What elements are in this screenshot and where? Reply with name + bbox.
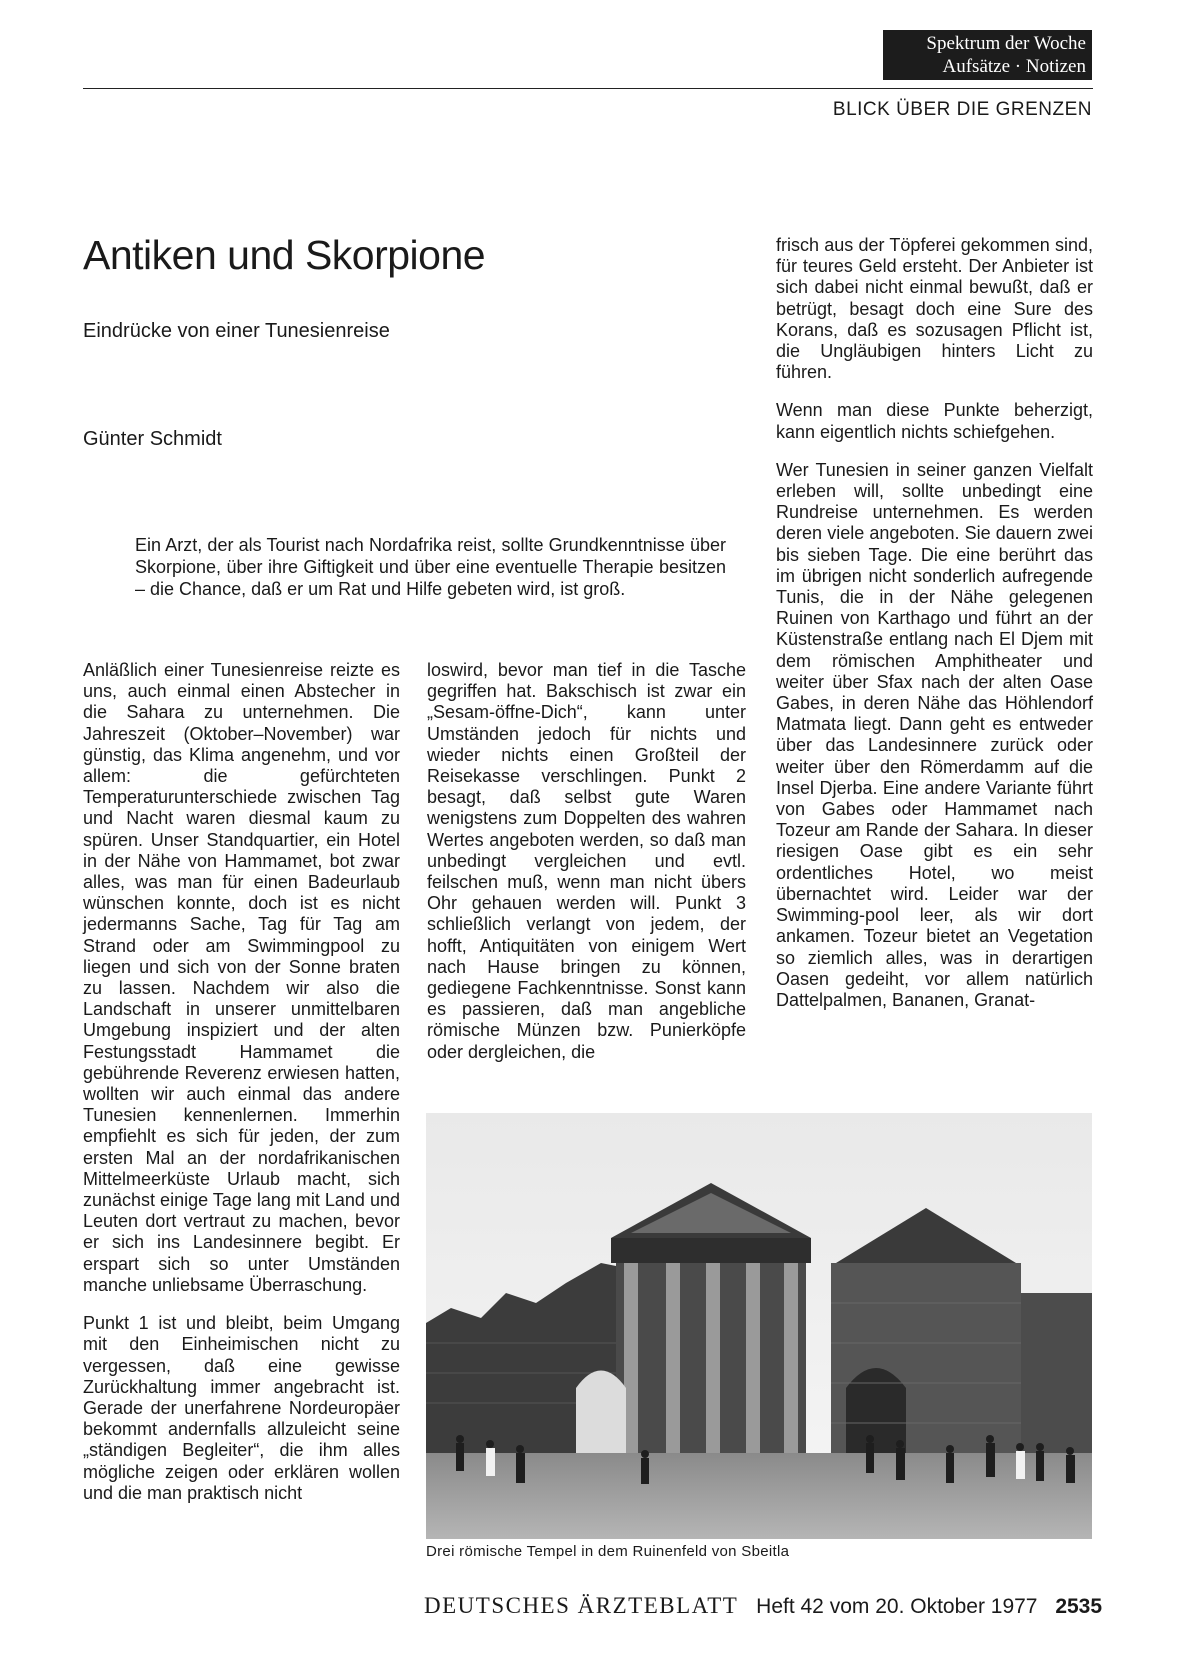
page-footer [424,1593,1102,1619]
page-number: 2535 [1055,1595,1103,1618]
paragraph: Wenn man diese Punkte beherzigt, kann eigentlich nichts schiefgehen. [776,400,1093,442]
paragraph: loswird, bevor man tief in die Tasche gegriffen hat. Bakschisch ist zwar ein „Sesam-öffne-Dich“, kann unter Umständen jedoch für nichts und wieder nichts einen Großteil der Reisekasse verschlingen. Punkt 2 besagt, daß selbst gute Waren wenigstens zum Doppelten des wahren Wertes angeboten werden, so daß man unbedingt vergleichen und evtl. feilschen muß, wenn man nicht übers Ohr gehauen werden will. Punkt 3 schließlich verlangt von jedem, der hofft, Antiquitäten von einigem Wert nach Hause bringen zu können, gediegene Fachkenntnisse. Sonst kann es passieren, daß man angebliche römische Münzen bzw. Punierköpfe oder dergleichen, die [427,660,746,1062]
paragraph: Wer Tunesien in seiner ganzen Vielfalt erleben will, sollte unbedingt eine Rundreise unternehmen. Es werden deren viele angeboten. Sie dauern zwei bis sieben Tage. Die eine berührt das im übrigen nicht sonderlich aufregende Tunis, die in der Nähe gelegenen Ruinen von Karthago und führt an der Küstenstraße entlang nach El Djem mit dem römischen Amphitheater und weiter über Sfax nach der alten Oase Gabes, in deren Nähe das Höhlendorf Matmata liegt. Dann geht es entweder über das Landesinnere zurück oder weiter über den Römerdamm auf die Insel Djerba. Eine andere Variante führt von Gabes oder Hammamet nach Tozeur am Rande der Sahara. In dieser riesigen Oase gibt es ein sehr ordentliches Hotel, wo meist übernachtet wird. Leider war der Swimming-pool leer, als wir dort ankamen. Tozeur bietet an Vegetation so ziemlich alles, was in derartigen Oasen gedeiht, vor allem natürlich Dattelpalmen, Bananen, Granat- [776,459,1093,1010]
badge-line-1: Spektrum der Woche [926,33,1086,54]
section-badge [883,30,1092,80]
paragraph: Punkt 1 ist und bleibt, beim Umgang mit den Einheimischen nicht zu vergessen, daß eine gewisse Zurückhaltung immer angebracht ist. Gerade der unerfahrene Nordeuropäer bekommt andernfalls allzuleicht seine „ständigen Begleiter“, die ihm alles mögliche zeigen oder erklären wollen und die man praktisch nicht [83,1313,400,1503]
header-rule [83,88,1093,89]
photo-caption: Drei römische Tempel in dem Ruinenfeld von Sbeitla [426,1543,790,1560]
article-author: Günter Schmidt [83,428,222,450]
article-lead: Ein Arzt, der als Tourist nach Nordafrika reist, sollte Grundkenntnisse über Skorpione, über ihre Giftigkeit und über eine eventuelle Therapie besitzen – die Chance, daß er um Rat und Hilfe gebeten wird, ist groß. [135,535,726,599]
paragraph: Anläßlich einer Tunesienreise reizte es uns, auch einmal einen Abstecher in die Sahara zu unternehmen. Die Jahreszeit (Oktober–November) war günstig, das Klima angenehm, und vor allem: die gefürchteten Temperaturunterschiede zwischen Tag und Nacht waren diesmal kaum zu spüren. Unser Standquartier, ein Hotel in der Nähe von Hammamet, bot zwar alles, was man für einen Badeurlaub wünschen konnte, doch ist es nicht jedermanns Sache, Tag für Tag am Strand oder am Swimmingpool zu liegen und sich von der Sonne braten zu lassen. Nachdem wir also die Landschaft in unserer unmittelbaren Umgebung inspiziert und der alten Festungsstadt Hammamet die gebührende Reverenz erwiesen hatten, wollten wir auch einmal das andere Tunesien kennenlernen. Immerhin empfiehlt es sich für jeden, der zum ersten Mal an der nordafrikanischen Mittelmeerküste Urlaub macht, sich zunächst einige Tage lang mit Land und Leuten dort vertraut zu machen, bevor er sich ins Landesinnere begibt. Er erspart sich so unter Umständen manche unliebsame Überraschung. [83,660,400,1295]
issue-info: Heft 42 vom 20. Oktober 1977 [756,1595,1038,1618]
column-3 [776,235,1093,1028]
article-title: Antiken und Skorpione [83,232,486,278]
badge-line-2: Aufsätze · Notizen [942,56,1086,77]
column-2 [427,660,746,1080]
paragraph: frisch aus der Töpferei gekommen sind, für teures Geld ersteht. Der Anbieter ist sich dabei nicht einmal bewußt, daß er betrügt, besagt doch eine Sure des Korans, daß es sozusagen Pflicht ist, die Ungläubigen hinters Licht zu führen. [776,235,1093,383]
journal-name: DEUTSCHES ÄRZTEBLATT [424,1593,739,1618]
article-subtitle: Eindrücke von einer Tunesienreise [83,320,390,342]
column-1 [83,660,400,1521]
temple-photo [426,1113,1092,1539]
section-title: BLICK ÜBER DIE GRENZEN [832,99,1092,120]
